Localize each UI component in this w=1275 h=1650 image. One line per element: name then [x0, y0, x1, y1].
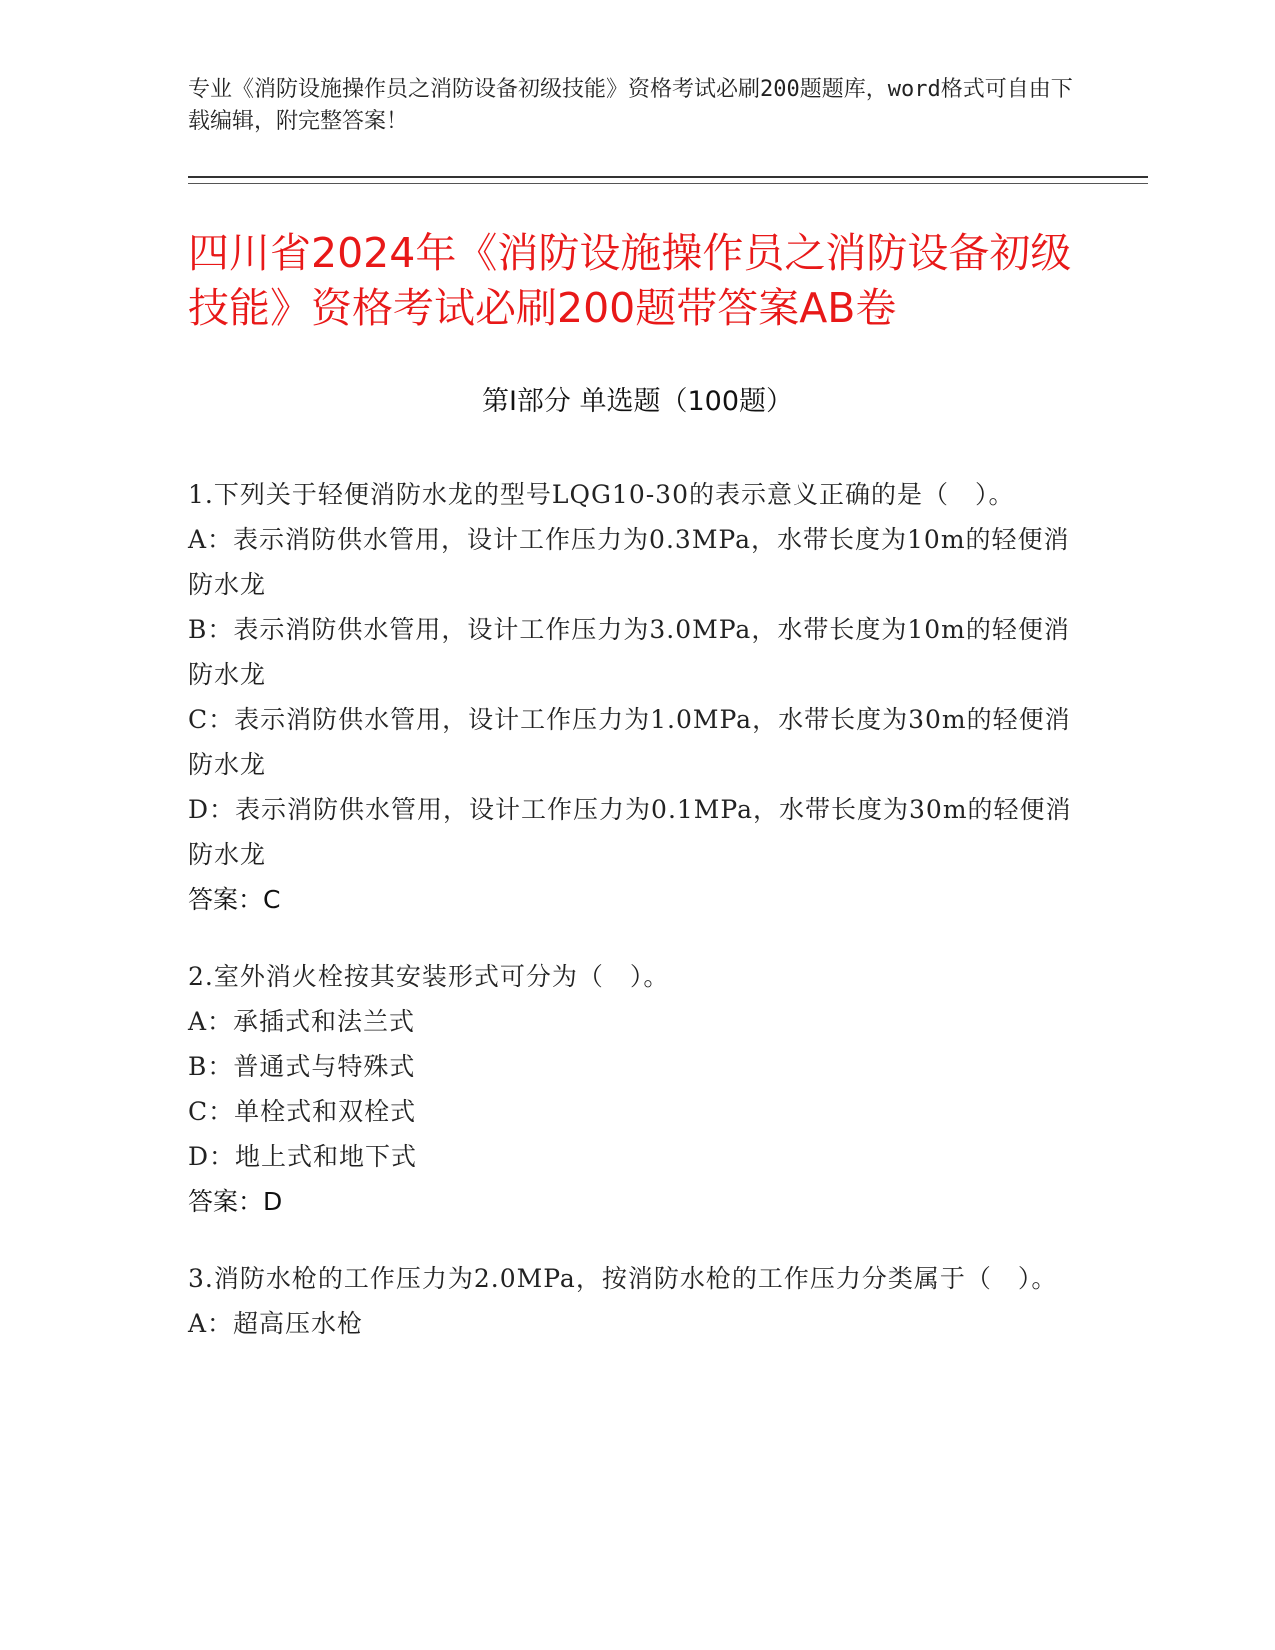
- header-divider-thick: [188, 176, 1148, 178]
- option-c: C：单栓式和双栓式: [188, 1097, 417, 1126]
- question-list: [188, 472, 1088, 1378]
- question-1: [188, 472, 1088, 922]
- header-divider-thin: [188, 183, 1148, 184]
- answer-label: 答案：D: [188, 1187, 283, 1216]
- question-3: [188, 1256, 1088, 1346]
- option-c: C：表示消防供水管用，设计工作压力为1.0MPa，水带长度为30m的轻便消防水龙: [188, 705, 1071, 779]
- option-b: B：普通式与特殊式: [188, 1052, 416, 1081]
- question-2: [188, 954, 1088, 1224]
- option-a: A：超高压水枪: [188, 1309, 364, 1338]
- header-note: 专业《消防设施操作员之消防设备初级技能》资格考试必刷200题题库，word格式可自由下载编辑，附完整答案！: [188, 77, 1073, 134]
- option-d: D：地上式和地下式: [188, 1142, 418, 1171]
- option-a: A：承插式和法兰式: [188, 1007, 416, 1036]
- option-d: D：表示消防供水管用，设计工作压力为0.1MPa，水带长度为30m的轻便消防水龙: [188, 795, 1072, 869]
- question-stem: 3.消防水枪的工作压力为2.0MPa，按消防水枪的工作压力分类属于（ ）。: [188, 1264, 1058, 1293]
- question-stem: 1.下列关于轻便消防水龙的型号LQG10-30的表示意义正确的是（ ）。: [188, 480, 1015, 509]
- section-heading: 第Ⅰ部分 单选题（100题）: [481, 386, 794, 417]
- option-b: B：表示消防供水管用，设计工作压力为3.0MPa，水带长度为10m的轻便消防水龙: [188, 615, 1070, 689]
- answer-label: 答案：C: [188, 885, 281, 914]
- document-title: 四川省2024年《消防设施操作员之消防设备初级技能》资格考试必刷200题带答案AB卷: [188, 229, 1072, 332]
- option-a: A：表示消防供水管用，设计工作压力为0.3MPa，水带长度为10m的轻便消防水龙: [188, 525, 1070, 599]
- question-stem: 2.室外消火栓按其安装形式可分为（ ）。: [188, 962, 670, 991]
